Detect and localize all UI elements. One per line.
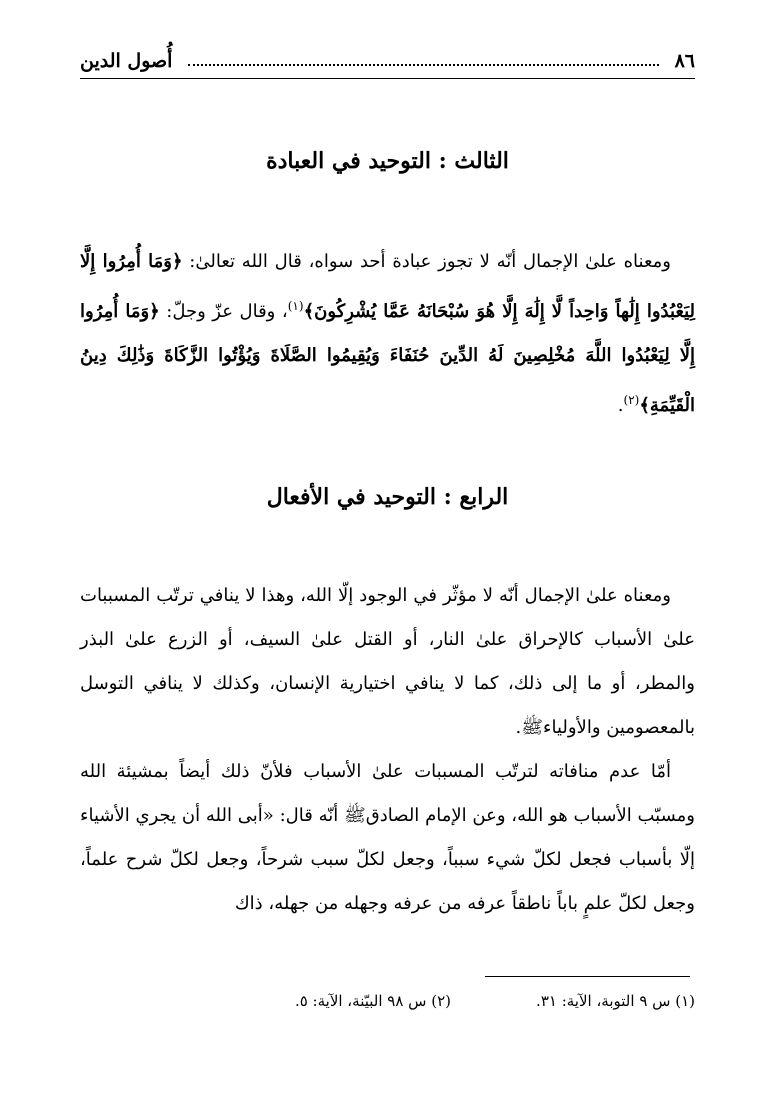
quran-verse-1: ﴿وَمَا أُمِرُوا إِلَّا لِيَعْبُدُوا إِلَٰهاً وَاحِداً لَّا إِلَٰهَ إِلَّا هُوَ سُبْحَانَهُ عَمَّا يُشْرِكُونَ﴾ <box>80 251 696 322</box>
separator: ، <box>275 301 288 322</box>
section3-mid-text: وقال عزّ وجلّ: <box>159 301 276 322</box>
header-dot-leader <box>188 64 658 66</box>
section4-heading: الرابع : التوحيد في الأفعال <box>266 484 509 510</box>
section3-intro-text: ومعناه علىٰ الإجمال أنّه لا تجوز عبادة أحد سواه، قال الله تعالىٰ: <box>182 251 671 272</box>
section4-paragraph-2: أمّا عدم منافاته لترتّب المسببات علىٰ الأسباب فلأنّ ذلك أيضاً بمشيئة الله ومسبّب الأسباب هو الله، وعن الإمام الصادقﷺ أنّه قال: «أبى الله أن يجري الأشياء إلّا بأسباب فجعل لكلّ شيء سبباً، وجعل لكلّ سبب شرحاً، وجعل لكلّ شرح علماً، وجعل لكلّ علمٍ باباً ناطقاً عرفه من عرفه وجهله من جهله، ذاك <box>80 761 695 914</box>
section4-paragraph-1: ومعناه علىٰ الإجمال أنّه لا مؤثّر في الوجود إلّا الله، وهذا لا ينافي ترتّب المسببات علىٰ الأسباب كالإحراق علىٰ النار، أو القتل علىٰ السيف، أو الزرع علىٰ البذر والمطر، أو ما إلى ذلك، كما لا ينافي اختيارية الإنسان، وكذلك لا ينافي التوسل بالمعصومين والأولياءﷺ. <box>80 585 695 738</box>
section3-body <box>80 240 695 428</box>
section4-body <box>80 574 695 926</box>
footnotes <box>80 992 695 1010</box>
book-title: أُصول الدين <box>80 50 173 72</box>
page-number: ٨٦ <box>674 50 695 72</box>
quran-verse-2: ﴿وَمَا أُمِرُوا إِلَّا لِيَعْبُدُوا اللَّهَ مُخْلِصِينَ لَهُ الدِّينَ حُنَفَاءَ وَيُقِيمُوا الصَّلَاةَ وَيُؤْتُوا الزَّكَاةَ وَذَٰلِكَ دِينُ الْقَيِّمَةِ﴾ <box>80 301 695 416</box>
section3-end: . <box>617 395 624 416</box>
section3-heading: الثالث : التوحيد في العبادة <box>266 148 509 174</box>
running-header <box>80 44 695 79</box>
footnote-separator <box>485 976 690 977</box>
footnote-ref-2: (٢) <box>623 393 640 407</box>
footnote-ref-1: (١) <box>287 299 304 313</box>
footnote-2: (٢) س ٩٨ البيّنة، الآية: ٥. <box>294 992 452 1010</box>
section3-paragraph <box>80 240 695 428</box>
footnote-1: (١) س ٩ التوبة، الآية: ٣١. <box>536 992 695 1010</box>
